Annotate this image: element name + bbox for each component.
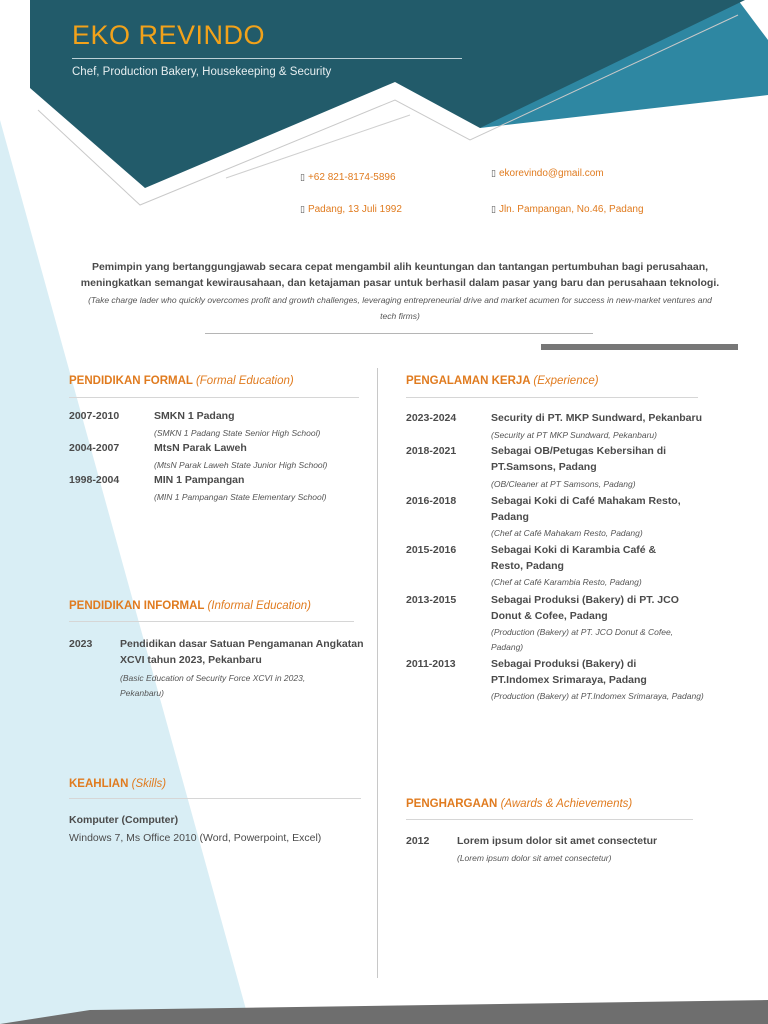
skills-title — [69, 778, 166, 790]
birth-text: Padang, 13 Juli 1992 — [307, 204, 402, 215]
formal-edu-school: SMKN 1 Padang — [154, 410, 235, 422]
phone-text: +62 821-8174-5896 — [307, 172, 396, 183]
email-icon: ▯ — [491, 169, 496, 179]
experience-role: Sebagai Koki di Karambia Café & Resto, Padang — [491, 544, 657, 572]
contact-address — [491, 204, 644, 215]
experience-role-en: (Chef at Café Mahakam Resto, Padang) — [491, 528, 643, 538]
experience-role-en: (OB/Cleaner at PT Samsons, Padang) — [491, 479, 636, 489]
informal-edu-course-en: (Basic Education of Security Force XCVI in 2023, Pekanbaru) — [120, 673, 306, 698]
summary-text: Pemimpin yang bertanggungjawab secara cepat mengambil alih keuntungan dan tantangan pertumbuhan bagi perusahaan, meningkatkan semangat kewirausahaan, dan ketajaman pasar untuk berhasil dalam pasar yang baru dan perusahaan teknologi. — [80, 261, 720, 289]
formal-education-title — [69, 375, 294, 387]
experience-title-en: (Experience) — [533, 375, 599, 387]
awards-title-text: PENGHARGAAN — [406, 798, 498, 810]
formal-edu-school: MIN 1 Pampangan — [154, 474, 245, 486]
email-text[interactable]: ekorevindo@gmail.com — [498, 168, 604, 179]
experience-role: Sebagai OB/Petugas Kebersihan di PT.Samsons, Padang — [491, 445, 667, 473]
experience-year: 2023-2024 — [406, 412, 457, 424]
informal-education-title-text: PENDIDIKAN INFORMAL — [69, 600, 205, 612]
informal-edu-year: 2023 — [69, 638, 93, 650]
award-year: 2012 — [406, 835, 430, 847]
experience-year: 2018-2021 — [406, 445, 457, 457]
skills-title-en: (Skills) — [131, 778, 167, 790]
formal-edu-school-en: (MIN 1 Pampangan State Elementary School) — [154, 492, 327, 502]
formal-edu-year: 2004-2007 — [69, 442, 120, 454]
formal-edu-school: MtsN Parak Laweh — [154, 442, 247, 454]
skill-detail: Windows 7, Ms Office 2010 (Word, Powerpoint, Excel) — [69, 832, 322, 844]
calendar-icon: ▯ — [300, 205, 305, 215]
skills-title-text: KEAHLIAN — [69, 778, 129, 790]
experience-year: 2013-2015 — [406, 594, 457, 606]
experience-role-en: (Production (Bakery) at PT. JCO Donut & Cofee, Padang) — [491, 627, 674, 652]
light-blue-triangle — [0, 120, 250, 1024]
informal-education-rule — [69, 621, 354, 622]
location-icon: ▯ — [491, 205, 496, 215]
formal-edu-school-en: (MtsN Parak Laweh State Junior High School) — [154, 460, 328, 470]
formal-education-title-text: PENDIDIKAN FORMAL — [69, 375, 193, 387]
experience-role-en: (Chef at Café Karambia Resto, Padang) — [491, 577, 642, 587]
awards-rule — [406, 819, 693, 820]
experience-role: Security di PT. MKP Sundward, Pekanbaru — [491, 412, 703, 424]
contact-phone — [300, 172, 396, 183]
name-divider — [72, 58, 462, 59]
summary-text-en: (Take charge lader who quickly overcomes profit and growth challenges, leveraging entrepreneurial drive and market acumen for success in new-market ventures and tech firms) — [88, 295, 712, 321]
resume-subtitle: Chef, Production Bakery, Housekeeping & Security — [72, 66, 332, 78]
informal-edu-course: Pendidikan dasar Satuan Pengamanan Angkatan XCVI tahun 2023, Pekanbaru — [120, 638, 364, 666]
formal-education-title-en: (Formal Education) — [195, 375, 294, 387]
experience-year: 2016-2018 — [406, 495, 457, 507]
address-text: Jln. Pampangan, No.46, Padang — [498, 204, 644, 215]
experience-title — [406, 375, 599, 387]
contact-birth — [300, 204, 402, 215]
skills-rule — [69, 798, 361, 799]
column-divider — [377, 368, 378, 978]
summary-divider — [205, 333, 593, 334]
experience-role-en: (Production (Bakery) at PT.Indomex Srimaraya, Padang) — [491, 691, 704, 701]
accent-bar — [541, 344, 738, 350]
awards-title-en: (Awards & Achievements) — [500, 798, 633, 810]
contact-email[interactable] — [491, 168, 604, 179]
experience-rule — [406, 397, 698, 398]
informal-education-title-en: (Informal Education) — [207, 600, 311, 612]
awards-title — [406, 798, 632, 810]
formal-edu-year: 1998-2004 — [69, 474, 120, 486]
formal-education-rule — [69, 397, 359, 398]
experience-role-en: (Security at PT MKP Sundward, Pekanbaru) — [491, 430, 657, 440]
formal-edu-year: 2007-2010 — [69, 410, 120, 422]
experience-role: Sebagai Produksi (Bakery) di PT. JCO Donut & Cofee, Padang — [491, 594, 679, 622]
resume-name: EKO REVINDO — [72, 20, 266, 50]
experience-year: 2015-2016 — [406, 544, 457, 556]
experience-title-text: PENGALAMAN KERJA — [406, 375, 531, 387]
award-title: Lorem ipsum dolor sit amet consectetur — [457, 835, 658, 847]
phone-icon: ▯ — [300, 173, 305, 183]
experience-year: 2011-2013 — [406, 658, 456, 670]
award-title-en: (Lorem ipsum dolor sit amet consectetur) — [457, 853, 612, 863]
formal-edu-school-en: (SMKN 1 Padang State Senior High School) — [154, 428, 321, 438]
experience-role: Sebagai Koki di Café Mahakam Resto, Padang — [491, 495, 681, 523]
skill-name: Komputer (Computer) — [69, 814, 179, 826]
experience-role: Sebagai Produksi (Bakery) di PT.Indomex Srimaraya, Padang — [491, 658, 647, 686]
informal-education-title — [69, 600, 311, 612]
